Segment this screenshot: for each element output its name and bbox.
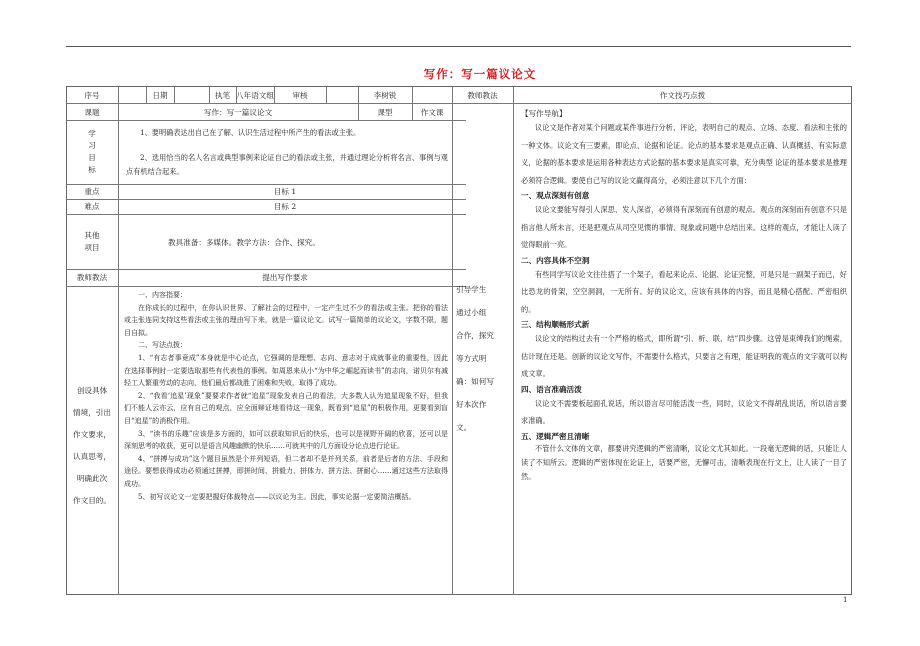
section-heading: 一、观点深刻有创意 — [521, 191, 590, 200]
content-paragraph: 2、“我看‘追星’现象”要要求作者就“追星”现象发表自己的看法，大多数人认为追星现象不好，但我们不能人云亦云，应有自己的观点，应全面辩证地看待这一现象，既看到“追星”的积极作用，更要看到盲目“追星”的消极作用。 — [124, 391, 448, 425]
seq-label: 序号 — [84, 91, 100, 100]
key-point-value: 目标 1 — [273, 187, 297, 196]
content-paragraph: 在你成长的过程中，在你认识世界、了解社会的过程中，一定产生过不少的看法或主张。把你的看法或主张连同支持这些看法或主张的理由写下来，就是一篇议论文。试写一篇简单的议论文，字数不限，题目自拟。 — [124, 303, 448, 337]
content-paragraph: 4、“拼搏与成功”这个题目虽然是个并列短语，但二者却不是并列关系，前者是后者的方法、手段和途径。要想获得成功必须通过拼搏，即拼时间、拼毅力、拼体力、拼方法、拼耐心……通过这些方法取得成功。 — [124, 454, 448, 488]
writing-guide — [521, 108, 847, 484]
difficult-point-value: 目标 2 — [273, 202, 297, 211]
type-label: 课型 — [377, 108, 393, 117]
type-value: 作文课 — [420, 108, 444, 117]
guide-intro: 议论文是作者对某个问题或某件事进行分析、评论，表明自己的观点、立场、态度、看法和主张的一种文体。议论文有三要素，即论点、论据和论证。论点的基本要求是观点正确、认真概括、有实际意义，论据的基本要求是运用各种表达方式论据的基本要求是真实可靠，充分典型 论证的基本要求是推理必须符合逻辑。要使自己写的议论文赢得高分，必须注意以下几个方面： — [521, 123, 847, 185]
other-label: 其他 项目 — [84, 231, 100, 252]
teacher-method-label: 教师教法 — [467, 91, 498, 100]
review-value: 李树锐 — [373, 91, 397, 100]
method-value: 提出写作要求 — [262, 273, 308, 282]
guide-title: 【写作导航】 — [521, 109, 567, 118]
method-label: 教师教法 — [76, 273, 108, 282]
section-text: 议论文不需要板起面孔说话，所以语言尽可能活泼一些，同时，议论文不得胡乱说话，所以语言要求准确。 — [521, 398, 847, 425]
middle-note: 引导学生 通过小组 合作，探究 等方式明 确：如何写 好本次作 文。 — [456, 285, 494, 432]
review-label: 审核 — [292, 91, 308, 100]
key-point-label: 重点 — [84, 187, 100, 196]
content-paragraph: 一、内容指要： — [138, 291, 187, 299]
section-text: 议论文的结构过去有一个严格的格式，即所谓“引、析、联、结”四步骤。这曾是束缚我们的绳索，估计现在还是。创新的议论文写作，不需要什么格式，只要言之有理，能证明我的观点的文字就可以构成文章。 — [521, 334, 847, 378]
section-heading: 四、语言准确活泼 — [521, 384, 582, 394]
date-label: 日期 — [152, 91, 168, 100]
author-label: 执笔 — [214, 91, 231, 100]
content-paragraph: 3、“读书的乐趣”应该是多方面的，如可以获取知识后的快乐，也可以是视野开阔的欣喜，还可以是深刻思考的收获，更可以是语言风趣幽默的快乐……可就其中的几方面设分论点进行论证。 — [124, 429, 448, 451]
section-heading: 三、结构顺畅形式新 — [521, 320, 590, 329]
content-paragraph: 1、“有志者事竟成”本身就是中心论点，它强调的是理想、志向、意志对于成就事业的重要性，因此在选择事例时一定要选取那些有代表性的事例。如周恩来从小“为中华之崛起而读书”的志向，诺贝尔有减轻工人繁重劳动的志向，他们最后都战胜了困难和失败，取得了成功。 — [124, 353, 448, 388]
content-paragraph: 5、初写议论文一定要把握好体裁特点——以议论为主。因此，事实论据一定要简洁概括。 — [138, 492, 416, 501]
difficult-point-label: 难点 — [84, 202, 100, 211]
tips-label: 作文技巧点拨 — [659, 91, 706, 100]
section-text: 不管什么文体的文章，都要讲究逻辑的严密清晰，议论文尤其如此。一段毫无逻辑的话，只能让人读了不知所云。逻辑的严密体现在论证上，话要严密，无懈可击，清晰表现在行文上，让人读了一目了然。 — [521, 443, 847, 481]
section-heading: 五、逻辑严密且清晰 — [521, 431, 590, 441]
left-note: 创设具体 情境，引出 作文要求， 认真思考， 明确此次 作文目的。 — [73, 386, 111, 505]
other-value: 教具准备：多媒体。教学方法：合作、探究。 — [168, 238, 320, 247]
goal-item: 2、选用恰当的名人名言或典型事例来论证自己的看法或主张，并通过理论分析将名言、事例与观点有机结合起来。 — [126, 153, 448, 176]
header-rule — [66, 46, 851, 47]
section-text: 议论文要能写得引人深思、发人深省，必须得有深刻而有创意的观点。观点的深刻而有创意不只是指言他人所未言，还是把观点从司空见惯的事情、现象或问题中总结出来。这样的观点，才能让人读了觉得眼前一亮。 — [521, 205, 847, 249]
page-title: 写作：写一篇议论文 — [423, 67, 537, 81]
section-text: 有些同学写议论文往往搭了一个架子，看起来论点、论据、论证完整，可是只是一副架子而已，好比恐龙的骨架，空空洞洞，一无所有。好的议论文，应该有具体的内容，而且是精心搭配、严密组织的。 — [521, 269, 847, 314]
section-heading: 二、内容具体不空洞 — [521, 255, 590, 265]
topic-value: 写作：写一篇议论文 — [203, 108, 273, 117]
goals-label: 学 习 目 标 — [88, 129, 96, 174]
content-paragraph: 二、写法点拨： — [138, 341, 187, 350]
page-number: 1 — [843, 596, 848, 604]
goal-item: 1、要明确表达出自己在了解、认识生活过程中所产生的看法或主张。 — [140, 128, 361, 137]
writing-content — [124, 289, 448, 503]
author-value: 八年语文组 — [236, 91, 274, 100]
topic-label: 课题 — [84, 108, 100, 117]
